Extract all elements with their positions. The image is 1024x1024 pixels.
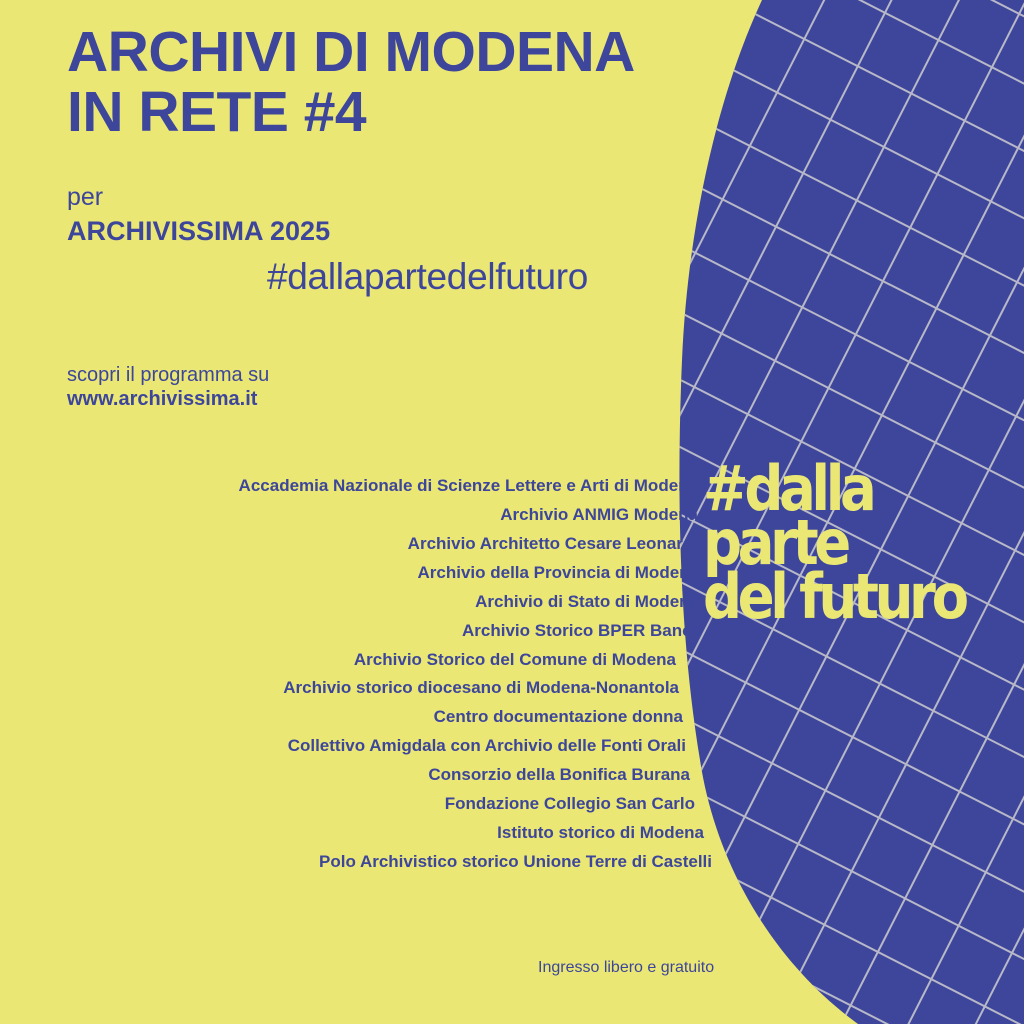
admission-note: Ingresso libero e gratuito [538,959,715,976]
list-item: Archivio Storico del Comune di Modena [353,650,676,669]
page-title [67,22,635,142]
program-intro: scopri il programma su [67,364,270,386]
list-item: Polo Archivistico storico Unione Terre di Castelli [319,852,712,871]
list-item: Consorzio della Bonifica Burana [428,765,690,784]
event-hashtag: #dallapartedelfuturo [267,256,589,297]
list-item: Archivio ANMIG Modena [500,505,698,524]
list-item: Archivio della Provincia di Modena [417,563,699,582]
slogan-line-3: del futuro [703,560,965,633]
list-item: Archivio storico diocesano di Modena-Nonantola [283,678,679,697]
program-link[interactable]: www.archivissima.it [67,388,258,410]
title-line-1: ARCHIVI DI MODENA [67,20,635,84]
list-item: Istituto storico di Modena [497,823,704,842]
per-label: per [67,183,104,211]
list-item: Accademia Nazionale di Scienze Lettere e Arti di Modena [238,476,698,495]
slogan-line-1: #dalla [703,452,873,525]
event-name: ARCHIVISSIMA 2025 [67,216,331,246]
list-item: Archivio Storico BPER Banca [461,621,701,640]
list-item: Centro documentazione donna [433,707,683,726]
title-line-2: IN RETE #4 [67,80,367,144]
list-item: Fondazione Collegio San Carlo [444,794,695,813]
list-item: Archivio Architetto Cesare Leonardi [407,534,698,553]
slogan-line-2: parte [703,506,847,579]
list-item: Archivio di Stato di Modena [475,592,699,611]
slogan-graphic [703,452,965,633]
list-item: Collettivo Amigdala con Archivio delle Fonti Orali [287,736,686,755]
